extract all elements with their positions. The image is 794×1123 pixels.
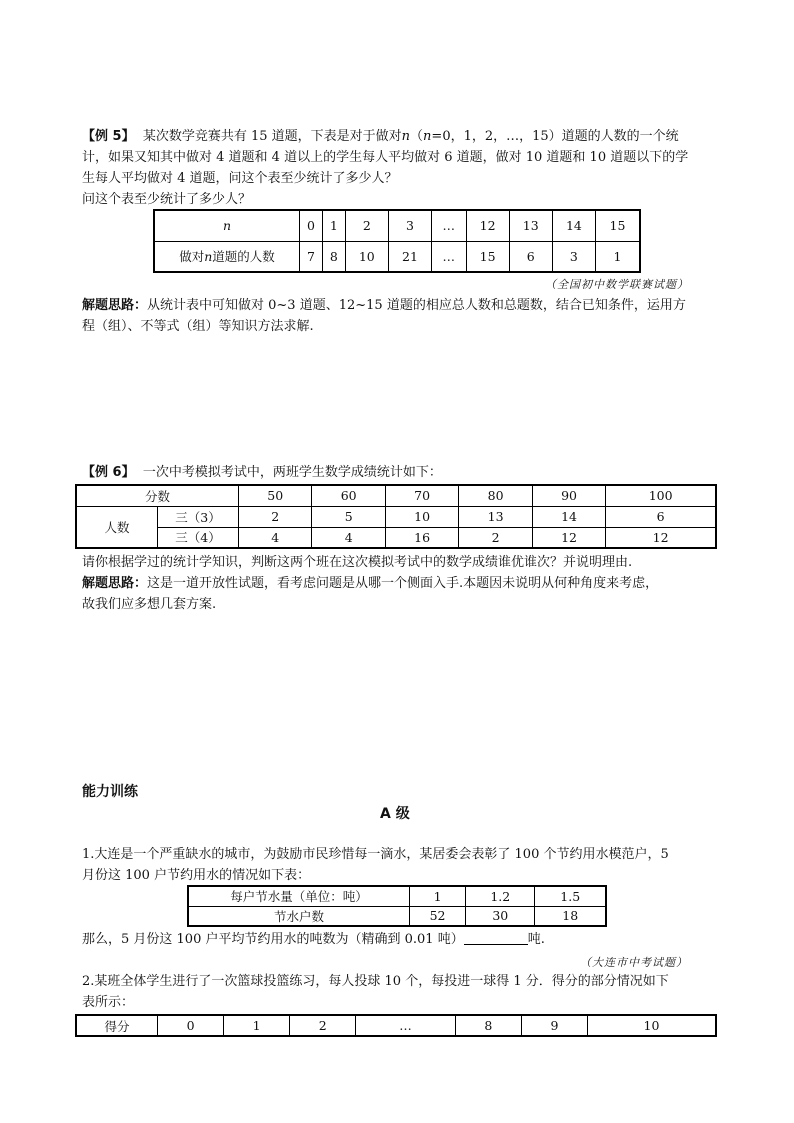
q1-source: （大连市中考试题） xyxy=(580,956,688,969)
ex6-score-label: 分数 xyxy=(76,485,239,506)
ex5-data-cell: … xyxy=(432,241,466,272)
ex5-data-cell: 8 xyxy=(322,241,345,272)
ex5-header-cell: 0 xyxy=(300,210,323,241)
ex6-class-label: 三（3） xyxy=(158,506,239,527)
ex6-data-cell: 13 xyxy=(459,506,532,527)
ex5-data-cell: 10 xyxy=(345,241,388,272)
level-title: A 级 xyxy=(380,806,410,822)
q1-header-amount: 每户节水量（单位：吨） xyxy=(188,886,410,906)
q2-cell: 1 xyxy=(224,1015,290,1036)
ex6-data-cell: 6 xyxy=(606,506,716,527)
ex5-hint xyxy=(82,295,722,337)
ex6-score-row xyxy=(76,485,716,506)
question-2 xyxy=(82,971,722,1013)
q1-line-2: 月份这 100 户节约用水的情况如下表： xyxy=(82,868,311,883)
ex6-data-cell: 2 xyxy=(459,527,532,548)
ex5-data-cell: 6 xyxy=(509,241,552,272)
q1-cell: 1 xyxy=(410,886,466,906)
ex5-table-data-row xyxy=(154,241,640,272)
q2-table xyxy=(75,1014,717,1037)
ex6-people-label: 人数 xyxy=(76,506,158,548)
ex6-data-cell: 5 xyxy=(312,506,385,527)
ex5-header-cell: 1 xyxy=(322,210,345,241)
q2-cell: … xyxy=(356,1015,456,1036)
q2-cell: 8 xyxy=(455,1015,521,1036)
ex5-table-header-row xyxy=(154,210,640,241)
ex5-data-cell: 21 xyxy=(388,241,431,272)
q1-cell: 1.5 xyxy=(535,886,606,906)
ex5-data-cell: 3 xyxy=(552,241,595,272)
q1-cell: 18 xyxy=(535,906,606,926)
ex6-score-cell: 80 xyxy=(459,485,532,506)
ex6-score-cell: 60 xyxy=(312,485,385,506)
q1-answer-line: 那么，5 月份这 100 户平均节约用水的吨数为（精确到 0.01 吨） 吨. xyxy=(82,932,545,947)
ex6-data-cell: 14 xyxy=(532,506,605,527)
ex6-tag: 【例 6】 xyxy=(82,465,135,480)
ex5-row-label: 做对n道题的人数 xyxy=(154,241,300,272)
ex6-hint-line-2: 故我们应多想几套方案. xyxy=(82,597,217,612)
q2-cell: 9 xyxy=(521,1015,587,1036)
ex5-data-cell: 1 xyxy=(595,241,640,272)
ex6-class4-row xyxy=(76,527,716,548)
ex5-line-3: 生每人平均做对 4 道题，问这个表至少统计了多少人？ xyxy=(82,171,398,186)
ex5-hint-line-1: 解题思路：从统计表中可知做对 0~3 道题、12~15 道题的相应总人数和总题数，结合已知条件，运用方 xyxy=(82,298,686,313)
ex6-data-cell: 10 xyxy=(385,506,458,527)
ex5-data-cell: 7 xyxy=(300,241,323,272)
ex5-header-cell: 2 xyxy=(345,210,388,241)
q2-line-2: 表所示： xyxy=(82,995,135,1010)
ex6-question: 请你根据学过的统计学知识，判断这两个班在这次模拟考试中的数学成绩谁优谁次？并说明理由. xyxy=(82,555,633,570)
q2-cell: 0 xyxy=(158,1015,224,1036)
example-6 xyxy=(82,462,722,483)
q2-cell: 2 xyxy=(290,1015,356,1036)
q1-row-amount xyxy=(188,886,606,906)
ex5-header-cell: 14 xyxy=(552,210,595,241)
ex5-source: （全国初中数学联赛试题） xyxy=(545,278,689,291)
ex6-hint-line-1: 解题思路：这是一道开放性试题，看考虑问题是从哪一个侧面入手.本题因未说明从何种角度来考虑， xyxy=(82,576,659,591)
ex6-line-1: 【例 6】 一次中考模拟考试中，两班学生数学成绩统计如下： xyxy=(82,465,442,480)
ex5-header-cell: 12 xyxy=(466,210,509,241)
ex6-score-cell: 100 xyxy=(606,485,716,506)
ex5-line-1: 【例 5】 某次数学竞赛共有 15 道题，下表是对于做对n（n=0，1，2，…，15）道题的人数的一个统 xyxy=(82,129,679,144)
ex6-data-cell: 16 xyxy=(385,527,458,548)
q2-label: 得分 xyxy=(76,1015,158,1036)
q1-cell: 52 xyxy=(410,906,466,926)
ex5-tag: 【例 5】 xyxy=(82,129,135,144)
q1-row-households xyxy=(188,906,606,926)
ex6-data-cell: 2 xyxy=(239,506,312,527)
section-title: 能力训练 xyxy=(82,784,138,800)
ex6-table xyxy=(75,484,717,549)
ex6-data-cell: 12 xyxy=(606,527,716,548)
example-5 xyxy=(82,126,722,210)
q2-score-row xyxy=(76,1015,716,1036)
q1-answer-blank[interactable] xyxy=(464,930,528,945)
ex6-score-cell: 70 xyxy=(385,485,458,506)
ex5-line-4: 问这个表至少统计了多少人？ xyxy=(82,192,252,207)
ex6-score-cell: 90 xyxy=(532,485,605,506)
q1-cell: 30 xyxy=(466,906,535,926)
ex6-data-cell: 4 xyxy=(312,527,385,548)
ex5-line-2: 计，如果又知其中做对 4 道题和 4 道以上的学生每人平均做对 6 道题，做对 10 道题和 10 道题以下的学 xyxy=(82,150,689,165)
q2-cell: 10 xyxy=(588,1015,716,1036)
ex5-header-cell: 3 xyxy=(388,210,431,241)
ex6-data-cell: 12 xyxy=(532,527,605,548)
ex5-header-cell: … xyxy=(432,210,466,241)
ex5-header-n: n xyxy=(154,210,300,241)
ex5-header-cell: 15 xyxy=(595,210,640,241)
ex5-hint-line-2: 程（组）、不等式（组）等知识方法求解. xyxy=(82,319,314,334)
question-1 xyxy=(82,844,722,886)
ex6-class-label: 三（4） xyxy=(158,527,239,548)
q1-table xyxy=(187,885,607,927)
q1-line-1: 1.大连是一个严重缺水的城市，为鼓励市民珍惜每一滴水，某居委会表彰了 100 个节约用水模范户，5 xyxy=(82,847,669,862)
ex6-question-and-hint xyxy=(82,552,722,615)
q2-line-1: 2.某班全体学生进行了一次篮球投篮练习，每人投球 10 个，每投进一球得 1 分．得分的部分情况如下 xyxy=(82,974,669,989)
ex5-data-cell: 15 xyxy=(466,241,509,272)
ex5-table xyxy=(153,209,641,273)
ex5-header-cell: 13 xyxy=(509,210,552,241)
ex6-score-cell: 50 xyxy=(239,485,312,506)
ex6-data-cell: 4 xyxy=(239,527,312,548)
q1-header-households: 节水户数 xyxy=(188,906,410,926)
q1-cell: 1.2 xyxy=(466,886,535,906)
ex6-class3-row xyxy=(76,506,716,527)
